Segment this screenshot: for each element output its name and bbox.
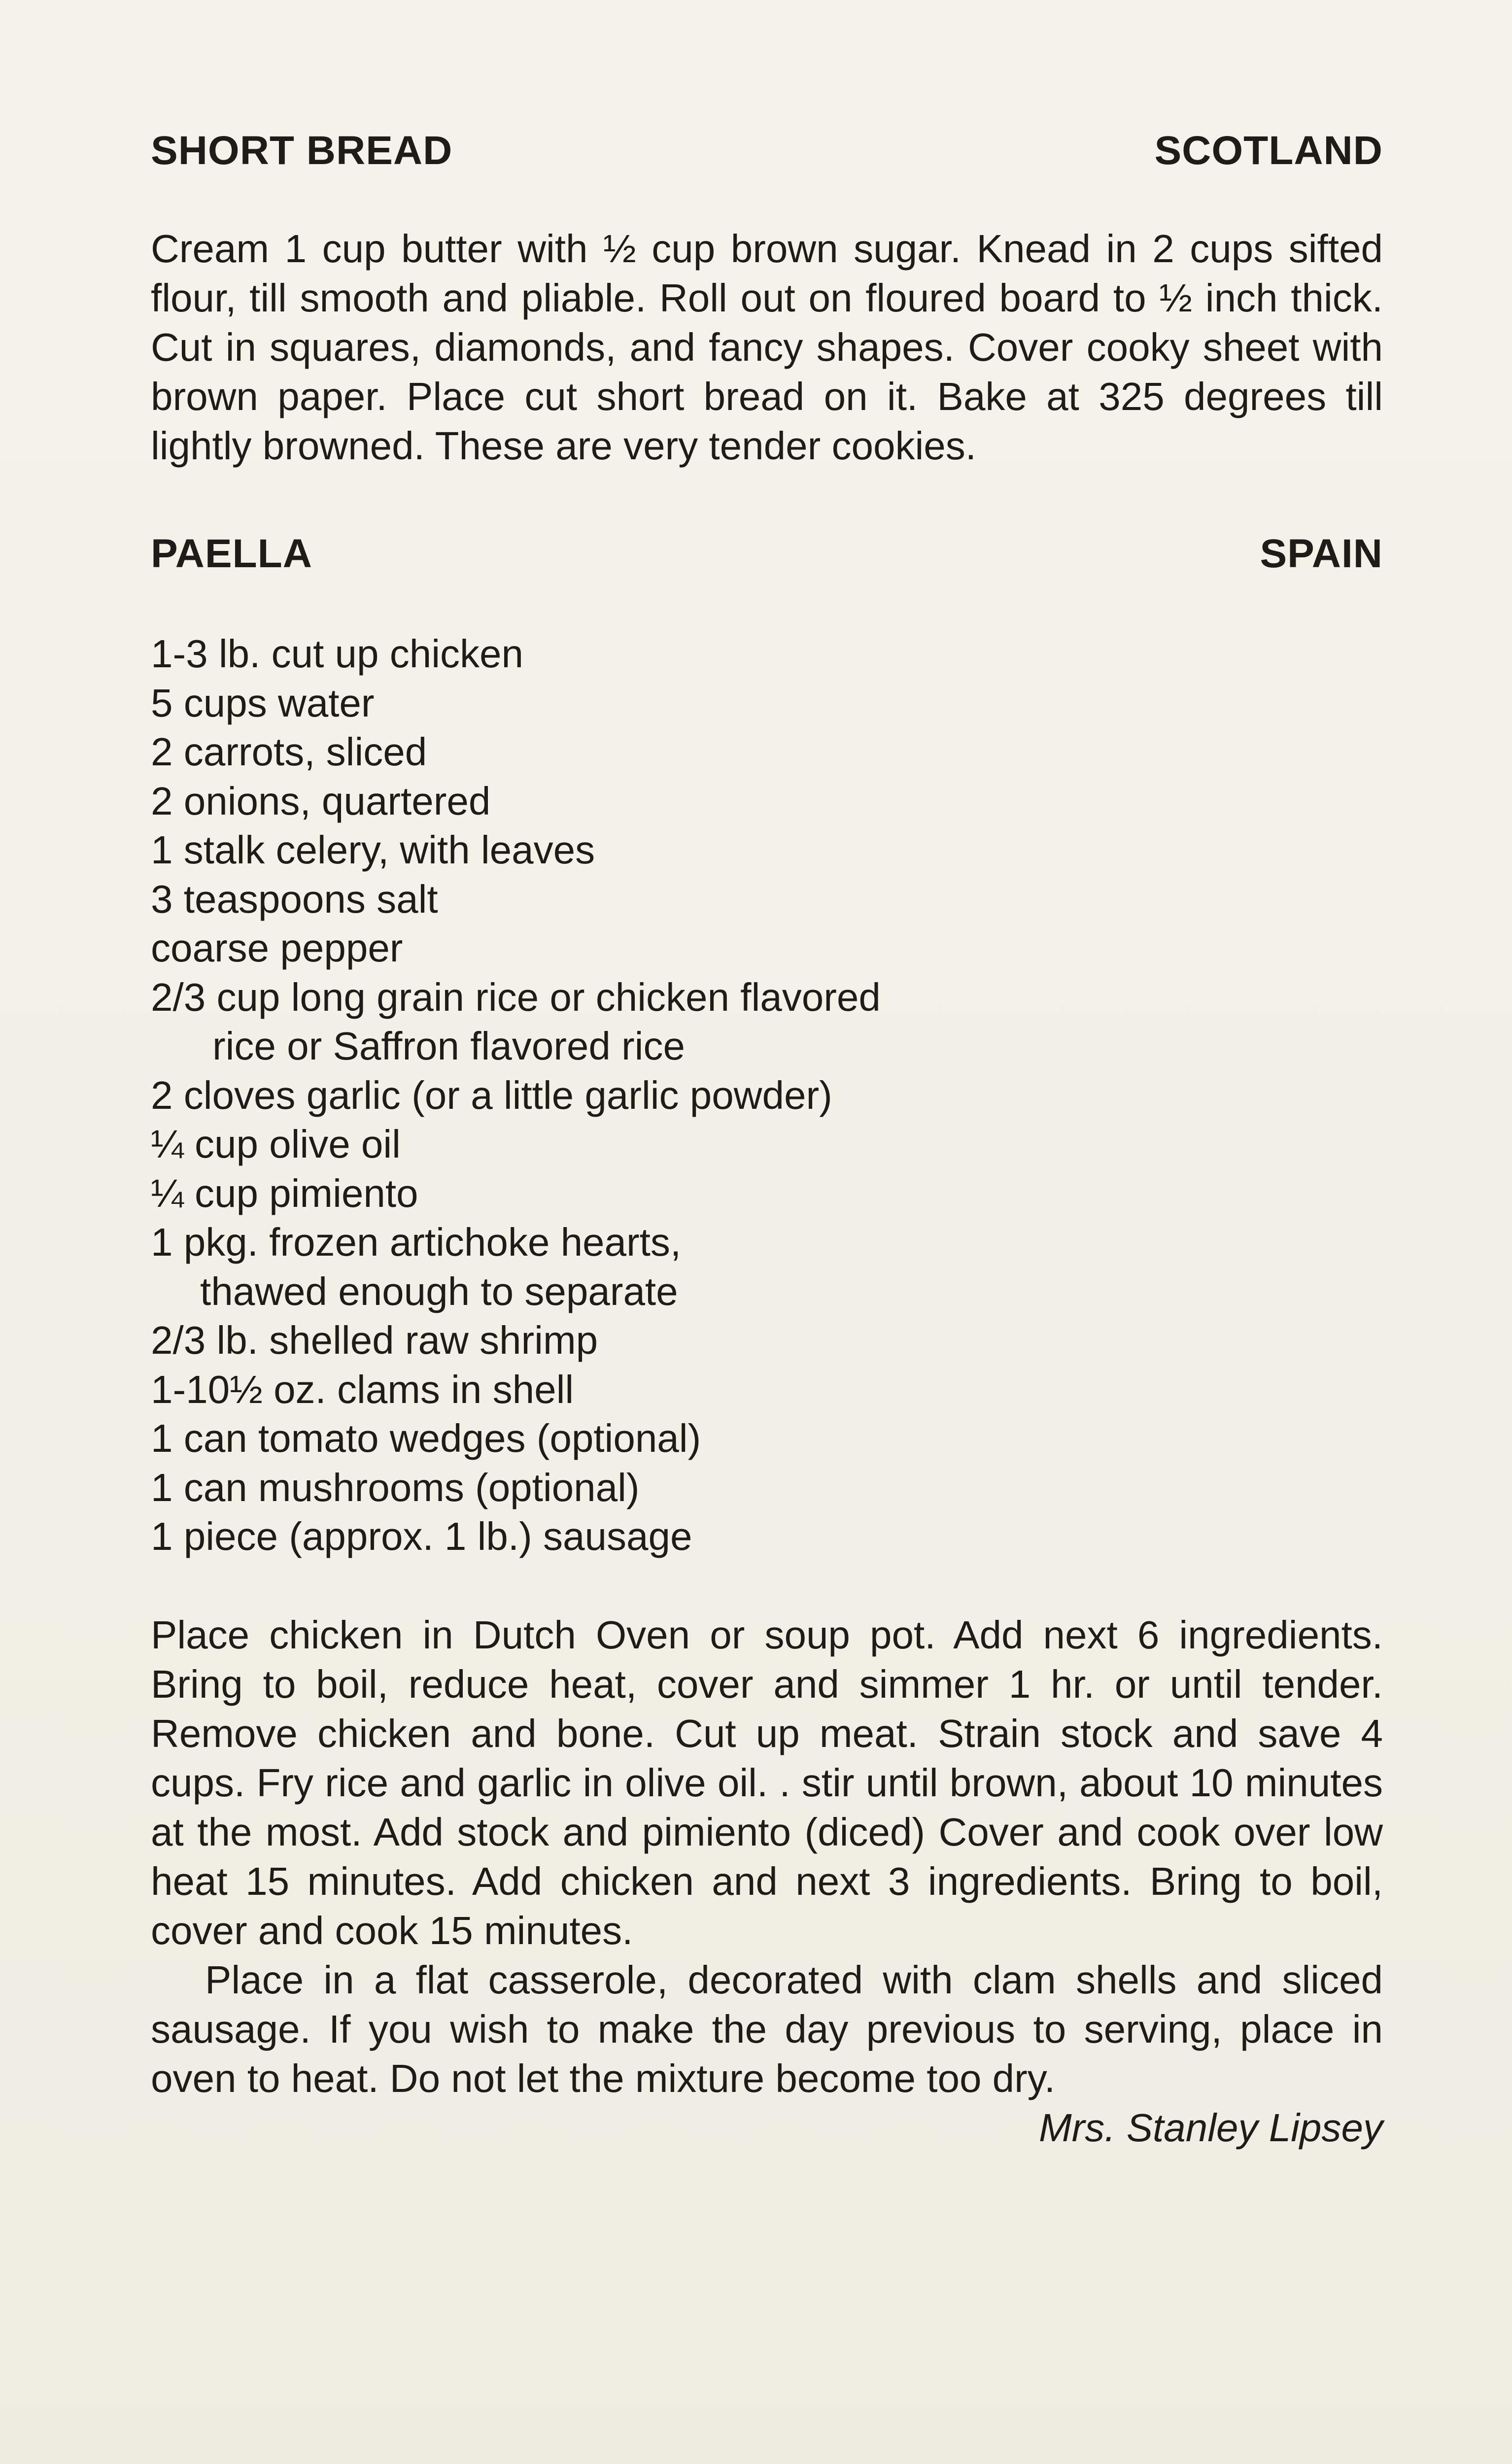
- ingredient-continuation: thawed enough to separate: [200, 1269, 678, 1313]
- recipe-title: PAELLA: [151, 531, 312, 576]
- ingredient-continuation: rice or Saffron flavored rice: [212, 1024, 685, 1068]
- recipe-short-bread: [151, 128, 1383, 471]
- ingredient-item-continued: [151, 1267, 1383, 1316]
- recipe-paella: [151, 531, 1383, 2153]
- ingredient-item: 2 onions, quartered: [151, 779, 491, 823]
- ingredient-item: ¼ cup olive oil: [151, 1122, 401, 1166]
- ingredient-item: 2/3 lb. shelled raw shrimp: [151, 1318, 598, 1362]
- recipe-header: [151, 531, 1383, 576]
- recipe-title: SHORT BREAD: [151, 128, 453, 173]
- recipe-header: [151, 128, 1383, 173]
- ingredient-item: 1-3 lb. cut up chicken: [151, 632, 523, 676]
- recipe-country: SCOTLAND: [1154, 128, 1383, 173]
- recipe-instructions: Cream 1 cup butter with ½ cup brown sugar. Knead in 2 cups sifted flour, till smooth and pliable. Roll out on floured board to ½ inch thick. Cut in squares, diamonds, and fancy shapes. Cover cooky sheet with brown paper. Place cut short bread on it. Bake at 325 degrees till lightly browned. These are very tender cookies.: [151, 227, 1383, 468]
- ingredient-item: 1 pkg. frozen artichoke hearts,: [151, 1220, 682, 1264]
- ingredient-item: ¼ cup pimiento: [151, 1171, 418, 1215]
- ingredient-item: 2 carrots, sliced: [151, 730, 427, 774]
- ingredient-item: 1 can mushrooms (optional): [151, 1465, 640, 1509]
- contributor-signature: Mrs. Stanley Lipsey: [1038, 2105, 1383, 2150]
- ingredient-item: 1 piece (approx. 1 lb.) sausage: [151, 1514, 692, 1558]
- page-content: [151, 128, 1383, 2153]
- ingredient-list: [151, 629, 1383, 1561]
- ingredient-item: 3 teaspoons salt: [151, 877, 438, 921]
- ingredient-item: 1-10½ oz. clams in shell: [151, 1367, 574, 1411]
- ingredient-item: 5 cups water: [151, 681, 375, 725]
- ingredient-item: 1 can tomato wedges (optional): [151, 1416, 701, 1460]
- ingredient-item-continued: [151, 1022, 1383, 1071]
- recipe-country: SPAIN: [1260, 531, 1383, 576]
- ingredient-item: 2/3 cup long grain rice or chicken flavored: [151, 975, 881, 1019]
- ingredient-item: coarse pepper: [151, 926, 403, 970]
- ingredient-item: 2 cloves garlic (or a little garlic powder): [151, 1073, 832, 1117]
- recipe-serving-instructions: Place in a flat casserole, decorated with clam shells and sliced sausage. If you wish to make the day previous to serving, place in oven to heat. Do not let the mixture become too dry.: [151, 1957, 1383, 2100]
- recipe-method: Place chicken in Dutch Oven or soup pot. Add next 6 ingredients. Bring to boil, reduce heat, cover and simmer 1 hr. or until tender. Remove chicken and bone. Cut up meat. Strain stock and save 4 cups. Fry rice and garlic in olive oil. . stir until brown, about 10 minutes at the most. Add stock and pimiento (diced) Cover and cook over low heat 15 minutes. Add chicken and next 3 ingredients. Bring to boil, cover and cook 15 minutes.: [151, 1612, 1383, 1952]
- ingredient-item: 1 stalk celery, with leaves: [151, 828, 595, 872]
